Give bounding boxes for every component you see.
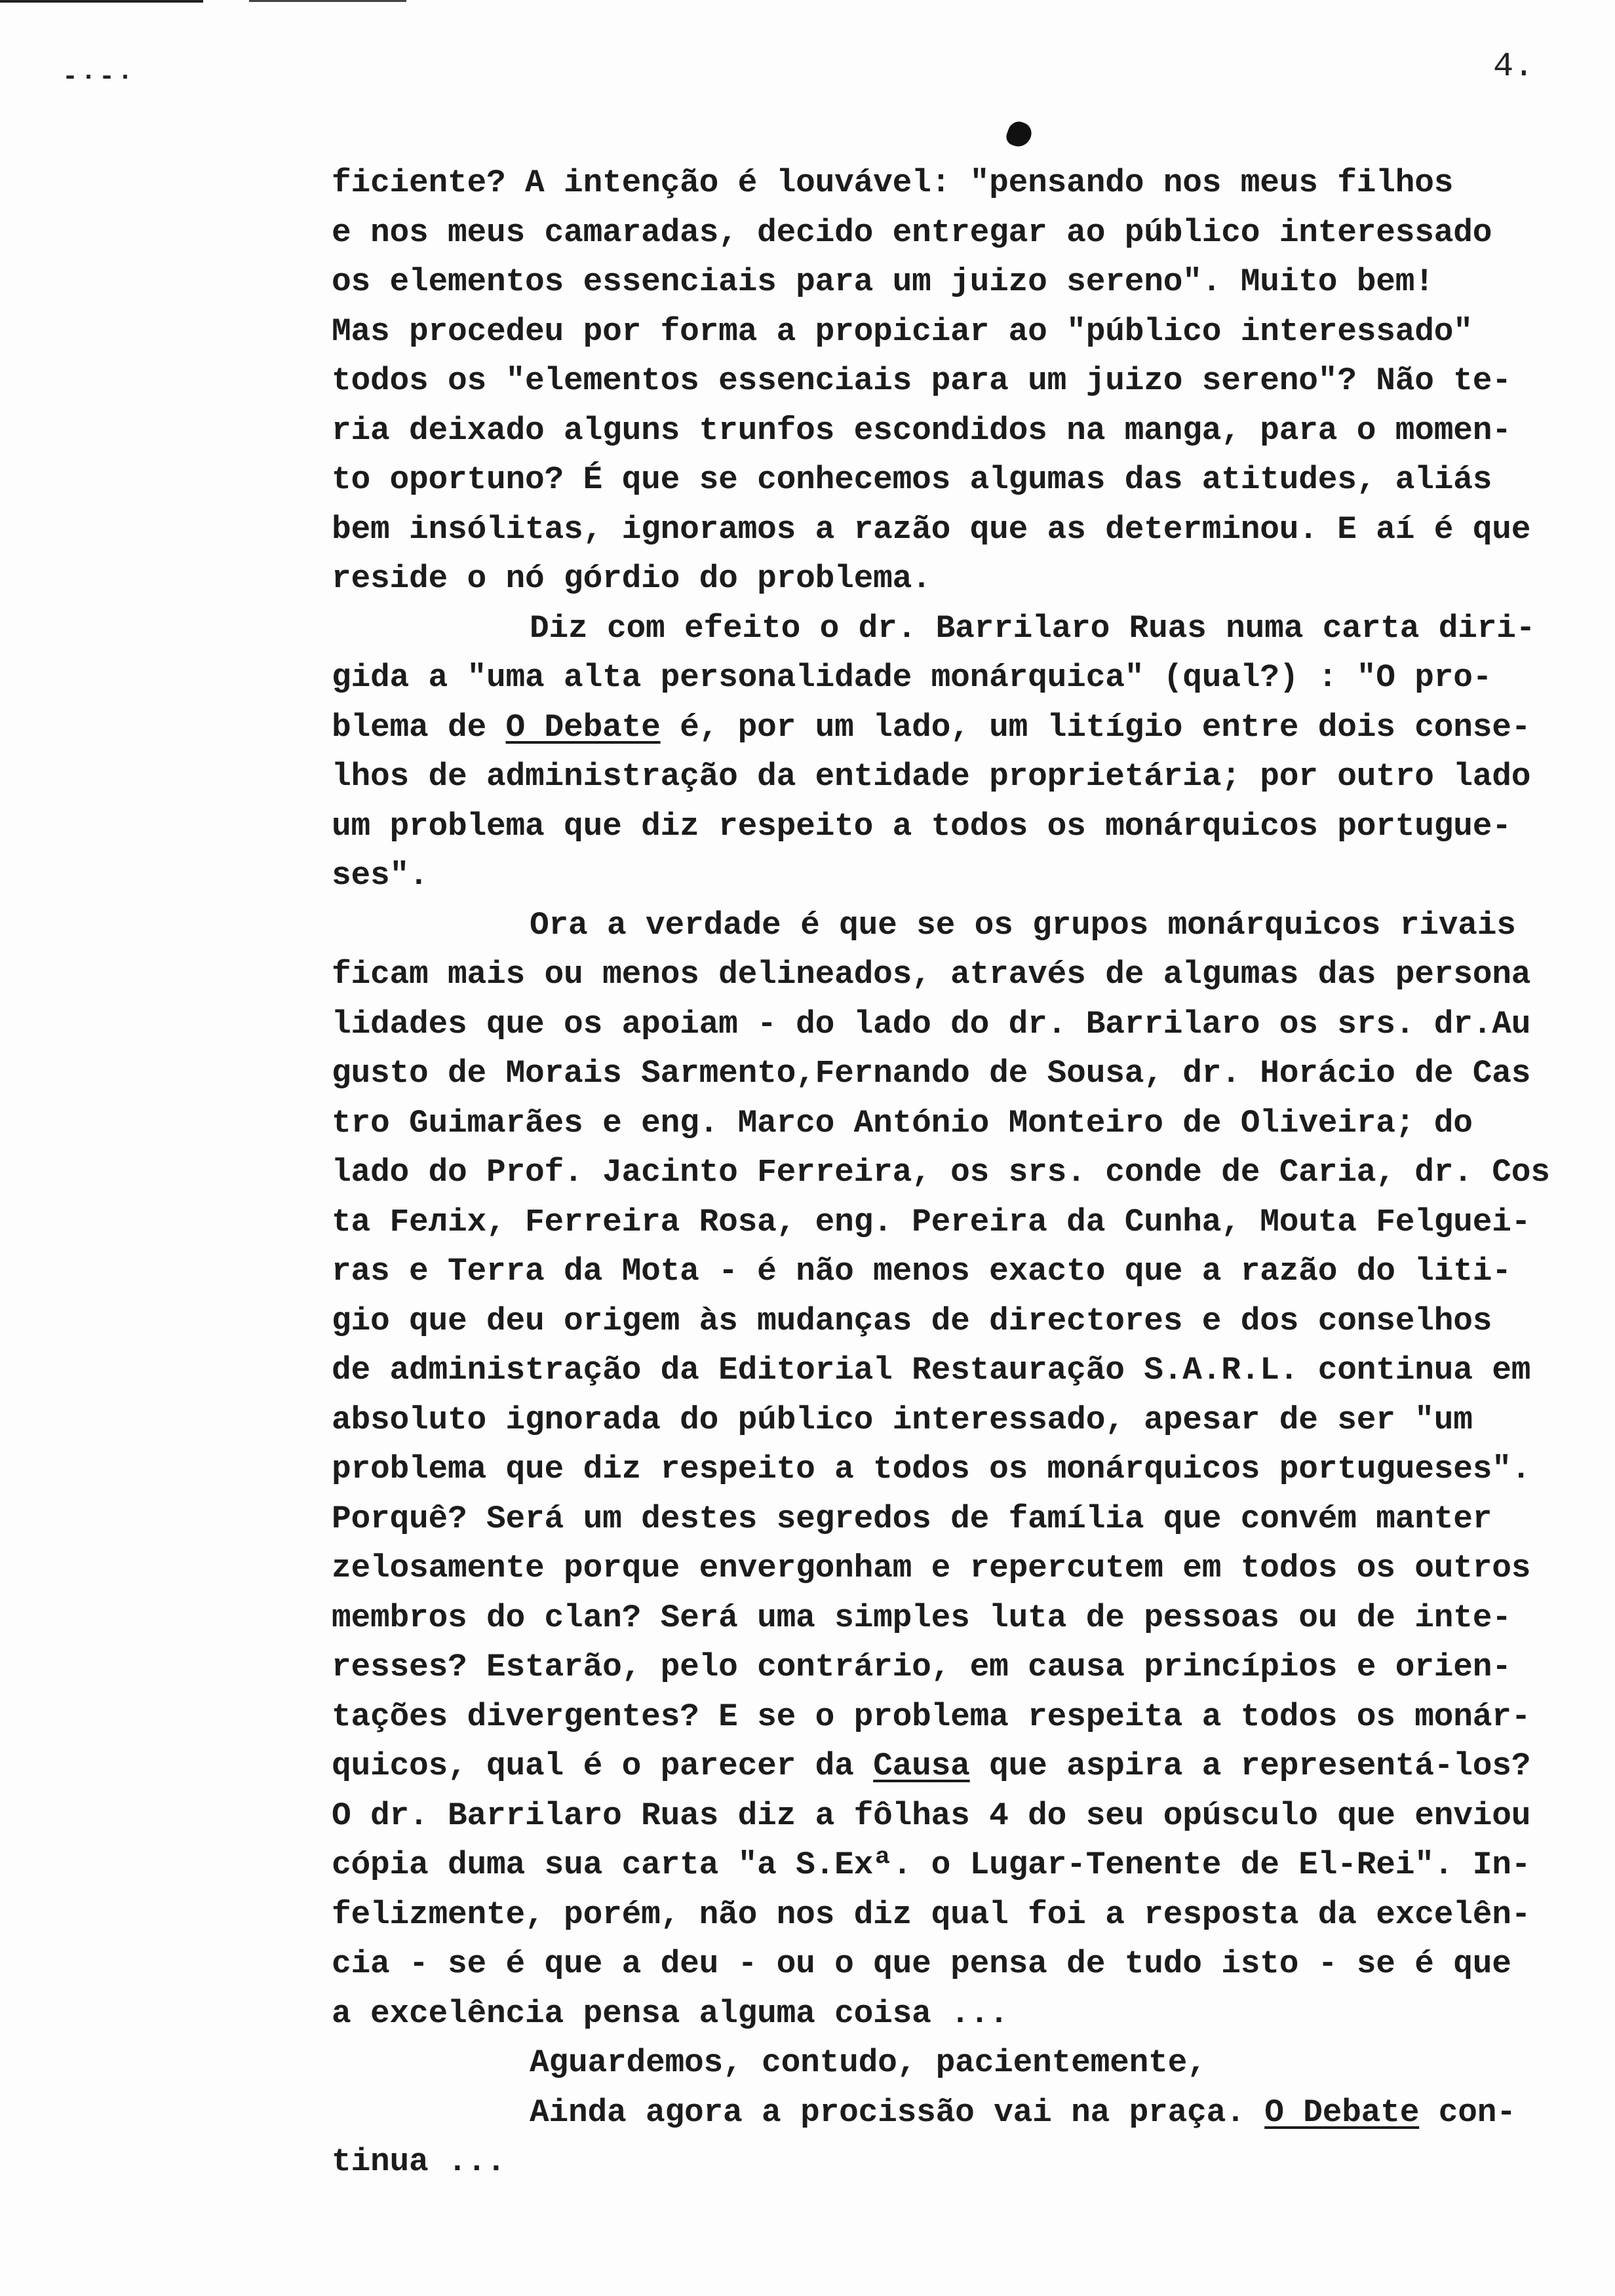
scan-edge-line	[0, 0, 203, 3]
text-segment: gio que deu origem às mudanças de directores e dos conselhos	[332, 1302, 1492, 1339]
text-line	[332, 950, 1590, 1000]
text-line	[332, 1594, 1590, 1643]
text-line	[332, 208, 1590, 258]
text-segment: Aguardemos, contudo, pacientemente,	[530, 2044, 1207, 2081]
underlined-title: O Debate	[505, 708, 661, 746]
typewritten-body	[332, 159, 1590, 2187]
text-line	[332, 1247, 1590, 1297]
text-segment: lidades que os apoiam - do lado do dr. Barrilaro os srs. dr.Au	[332, 1005, 1531, 1043]
text-segment: cópia duma sua carta "a S.Exª. o Lugar-Tenente de El-Rei". In-	[332, 1846, 1531, 1883]
text-line	[332, 604, 1590, 654]
text-segment: membros do clan? Será uma simples luta de pessoas ou de inte-	[332, 1599, 1511, 1636]
text-line	[332, 1495, 1590, 1544]
text-segment: reside o nó górdio do problema.	[332, 560, 931, 597]
text-segment: lado do Prof. Jacinto Ferreira, os srs. conde de Caria, dr. Cos	[332, 1154, 1550, 1191]
underlined-title: O Debate	[1264, 2094, 1420, 2131]
text-line	[332, 159, 1590, 208]
text-segment: tro Guimarães e eng. Marco António Monteiro de Oliveira; do	[332, 1104, 1473, 1141]
text-line	[332, 2137, 1590, 2187]
text-line	[332, 554, 1590, 604]
text-segment: con-	[1419, 2094, 1516, 2131]
text-line	[332, 258, 1590, 307]
text-segment: Ora a verdade é que se os grupos monárquicos rivais	[530, 906, 1516, 944]
text-segment: a excelência pensa alguma coisa ...	[332, 1995, 1009, 2032]
text-segment: Porquê? Será um destes segredos de família que convém manter	[332, 1500, 1492, 1537]
text-line	[332, 1940, 1590, 1989]
text-line	[332, 1099, 1590, 1149]
text-segment: e nos meus camaradas, decido entregar ao público interessado	[332, 214, 1492, 251]
text-segment: ria deixado alguns trunfos escondidos na manga, para o momen-	[332, 411, 1511, 449]
text-segment: tinua ...	[332, 2143, 506, 2180]
text-segment: tações divergentes? E se o problema respeita a todos os monár-	[332, 1698, 1531, 1735]
text-segment: problema que diz respeito a todos os monárquicos portugueses".	[332, 1451, 1531, 1487]
text-segment: ficam mais ou menos delineados, através de algumas das persona	[332, 956, 1531, 993]
underlined-title: Causa	[873, 1748, 970, 1784]
text-line	[332, 1049, 1590, 1099]
text-segment: Mas procedeu por forma a propiciar ao "público interessado"	[332, 313, 1473, 350]
text-line	[332, 1396, 1590, 1445]
text-segment: é, por um lado, um litígio entre dois conse-	[660, 708, 1531, 746]
text-segment: to oportuno? É que se conhecemos algumas das atitudes, aliás	[332, 461, 1492, 498]
text-line	[332, 1297, 1590, 1347]
text-line	[332, 1198, 1590, 1248]
page-number: 4.	[1493, 47, 1534, 86]
text-segment: ras e Terra da Mota - é não menos exacto que a razão do liti-	[332, 1253, 1511, 1290]
text-segment: Ainda agora a procissão vai na praça.	[530, 2094, 1265, 2131]
text-line	[332, 653, 1590, 703]
text-line	[332, 1693, 1590, 1742]
text-line	[332, 1742, 1590, 1791]
text-segment: absoluto ignorada do público interessado, apesar de ser "um	[332, 1401, 1473, 1438]
text-line	[332, 406, 1590, 456]
text-line	[332, 356, 1590, 406]
text-line	[332, 1000, 1590, 1050]
text-line	[332, 752, 1590, 802]
text-line	[332, 1989, 1590, 2039]
text-segment: ficiente? A intenção é louvável: "pensando nos meus filhos	[332, 164, 1454, 201]
text-line	[332, 1445, 1590, 1495]
text-segment: resses? Estarão, pelo contrário, em causa princípios e orien-	[332, 1649, 1511, 1685]
text-line	[332, 1890, 1590, 1940]
text-segment: lhos de administração da entidade proprietária; por outro lado	[332, 758, 1531, 795]
text-line	[332, 1841, 1590, 1890]
text-segment: Diz com efeito o dr. Barrilaro Ruas numa carta diri-	[530, 609, 1536, 647]
text-line	[332, 2038, 1590, 2088]
text-line	[332, 703, 1590, 753]
text-segment: ses".	[332, 857, 429, 894]
text-segment: todos os "elementos essenciais para um juizo sereno"? Não te-	[332, 362, 1511, 399]
text-line	[332, 1148, 1590, 1198]
text-line	[332, 307, 1590, 357]
text-line	[332, 1346, 1590, 1396]
text-line	[332, 505, 1590, 555]
text-segment: felizmente, porém, não nos diz qual foi a resposta da excelên-	[332, 1896, 1531, 1933]
text-line	[332, 802, 1590, 852]
text-segment: de administração da Editorial Restauração S.A.R.L. continua em	[332, 1352, 1531, 1388]
text-segment: um problema que diz respeito a todos os monárquicos portugue-	[332, 807, 1511, 845]
text-segment: blema de	[332, 708, 506, 746]
text-segment: zelosamente porque envergonham e repercutem em todos os outros	[332, 1550, 1531, 1586]
text-segment: quicos, qual é o parecer da	[332, 1748, 874, 1784]
corner-mark: -·-·	[62, 63, 136, 92]
text-line	[332, 901, 1590, 951]
text-segment: gusto de Morais Sarmento,Fernando de Sousa, dr. Horácio de Cas	[332, 1055, 1531, 1092]
text-line	[332, 455, 1590, 505]
text-segment: bem insólitas, ignoramos a razão que as determinou. E aí é que	[332, 510, 1531, 548]
text-line	[332, 1791, 1590, 1841]
text-segment: os elementos essenciais para um juizo sereno". Muito bem!	[332, 263, 1434, 300]
text-line	[332, 1544, 1590, 1594]
text-segment: ta Feлix, Ferreira Rosa, eng. Pereira da Cunha, Mouta Felguei-	[332, 1203, 1531, 1240]
text-segment: que aspira a representá-los?	[969, 1748, 1531, 1784]
text-line	[332, 2088, 1590, 2138]
text-segment: O dr. Barrilaro Ruas diz a fôlhas 4 do seu opúsculo que enviou	[332, 1797, 1531, 1834]
text-segment: gida a "uma alta personalidade monárquica" (qual?) : "O pro-	[332, 659, 1492, 696]
text-line	[332, 1643, 1590, 1693]
text-line	[332, 851, 1590, 901]
text-segment: cia - se é que a deu - ou o que pensa de tudo isto - se é que	[332, 1945, 1511, 1982]
ink-blot-mark	[1004, 119, 1035, 150]
scan-edge-line	[249, 0, 406, 2]
